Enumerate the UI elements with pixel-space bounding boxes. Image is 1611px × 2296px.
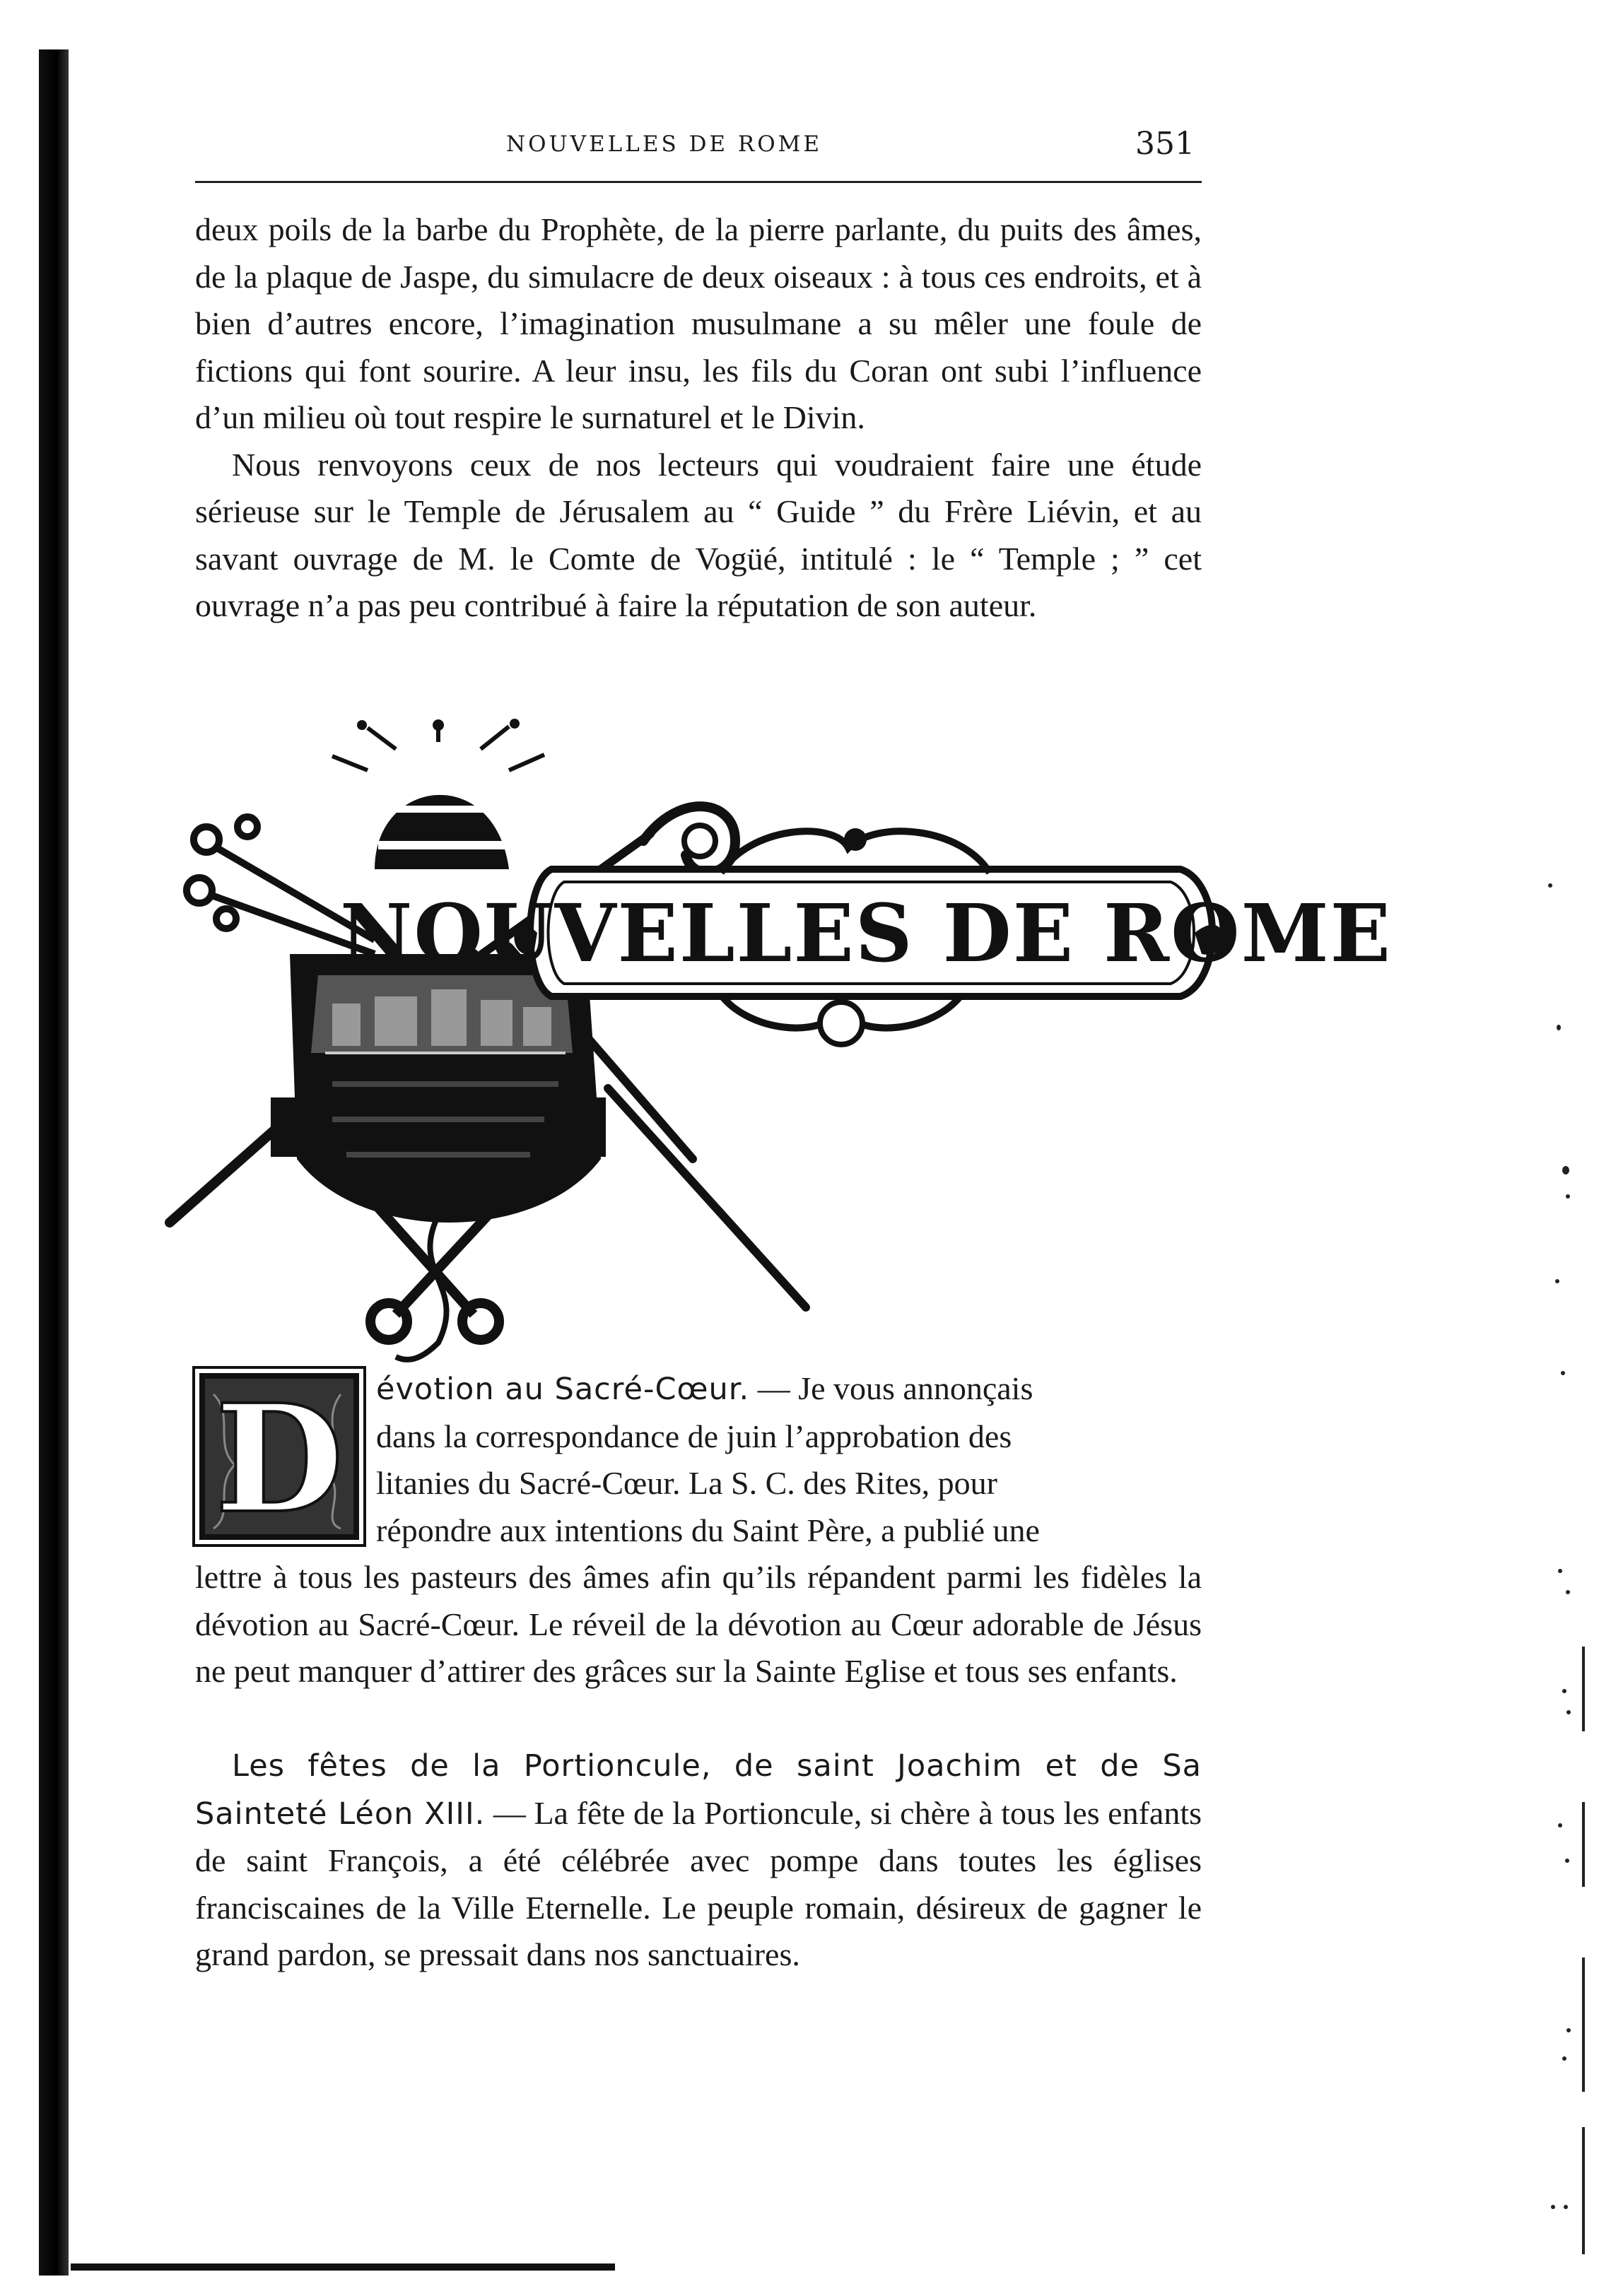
devotion-line-2: dans la correspondance de juin l’approbation des — [376, 1418, 1012, 1454]
fetes-paragraph — [195, 1742, 1202, 1979]
page-spine-shadow — [39, 49, 69, 2276]
devotion-line-3: litanies du Sacré-Cœur. La S. C. des Rites, pour — [376, 1465, 997, 1501]
devotion-line-1 — [195, 1365, 1202, 1413]
body-text-top — [195, 206, 1202, 630]
running-head — [195, 126, 1202, 175]
fetes-body: — La fête de la Portioncule, si chère à tous les enfants de saint François, a été célébrée avec pompe dans toutes les églises franciscaines de la Ville Eternelle. Le peuple romain, désireux de gagner le grand pardon, se pressait dans nos sanctuaires. — [195, 1794, 1202, 1972]
devotion-heading: évotion au Sacré-Cœur. — [376, 1372, 750, 1407]
header-rule — [195, 181, 1202, 183]
tiara — [332, 719, 544, 869]
devotion-rest: lettre à tous les pasteurs des âmes afin qu’ils répandent parmi les fidèles la dévotion au Sacré-Cœur. Le réveil de la dévotion au Cœur adorable de Jésus ne peut manquer d’attirer des grâces sur la Sainte Eglise et tous ses enfants. — [195, 1559, 1202, 1689]
drop-cap-letter: D — [214, 1372, 344, 1546]
page-bottom-shadow — [71, 2263, 615, 2271]
running-title: NOUVELLES DE ROME — [506, 131, 823, 157]
section-fetes — [195, 1742, 1202, 1979]
paragraph-2: Nous renvoyons ceux de nos lecteurs qui voudraient faire une étude sérieuse sur le Temple de Jérusalem au “ Guide ” du Frère Liévin, et au savant ouvrage de M. le Comte de Vogüé, intitulé : le “ Temple ; ” cet ouvrage n’a pas peu contribué à faire la réputation de son auteur. — [195, 446, 1202, 623]
devotion-line1-rest: — Je vous annonçais — [749, 1370, 1033, 1406]
section-devotion — [195, 1365, 1202, 1695]
page-number: 351 — [1135, 126, 1195, 162]
edge-marks — [1527, 883, 1591, 2261]
paragraph-1: deux poils de la barbe du Prophète, de la pierre parlante, du puits des âmes, de la plaque de Jaspe, du simulacre de deux oiseaux : à tous ces endroits, et à bien d’autres encore, l’imagination musulmane a su mêler une foule de fictions qui font sourire. A leur insu, les fils du Coran ont subi l’influence d’un milieu où tout respire le surnaturel et le Divin. — [195, 211, 1202, 435]
fetes-heading: Les fêtes de la Portioncule, de saint Joachim et de Sa Sainteté Léon XIII. — [195, 1748, 1202, 1832]
papal-emblem-illustration — [141, 721, 1393, 1371]
devotion-line-4: répondre aux intentions du Saint Père, a publié une — [376, 1512, 1040, 1548]
banner-title: NOUVELLES DE ROME — [339, 888, 1393, 980]
